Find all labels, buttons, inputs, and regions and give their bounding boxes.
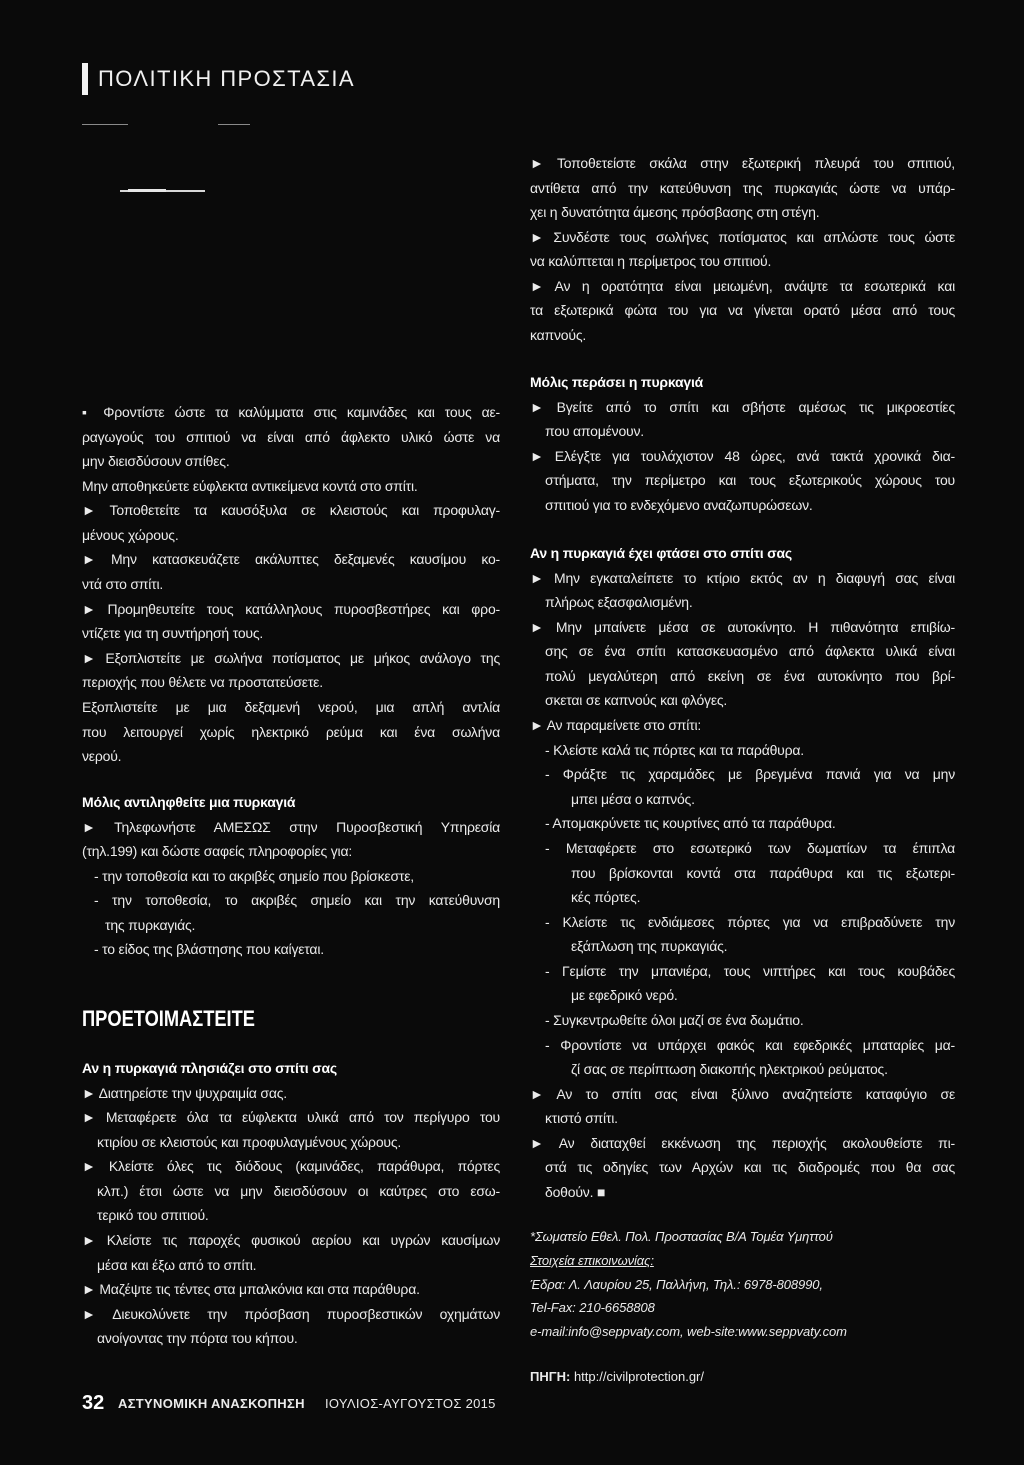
section-title: ΠΟΛΙΤΙΚΗ ΠΡΟΣΤΑΣΙΑ bbox=[98, 66, 355, 91]
text-line: πλήρως εξασφαλισμένη. bbox=[545, 594, 693, 611]
text-line: κτιρίου σε κλειστούς και προφυλαγμένους χώρους. bbox=[97, 1133, 402, 1150]
paragraph bbox=[82, 474, 500, 499]
section-heading: Μόλις αντιληφθείτε μια πυρκαγιά bbox=[82, 794, 296, 810]
text-line: ντίζετε για τη συντήρησή τους. bbox=[82, 625, 264, 642]
text-line: ► Συνδέστε τους σωλήνες ποτίσματος και απλώστε τους ώστε bbox=[530, 228, 955, 245]
page-footer bbox=[82, 1391, 502, 1415]
text-line: ► Βγείτε από το σπίτι και σβήστε αμέσως τις μικροεστίες bbox=[530, 398, 955, 415]
page-number: 32 bbox=[82, 1392, 105, 1414]
section-heading: Αν η πυρκαγιά πλησιάζει στο σπίτι σας bbox=[82, 1060, 337, 1076]
bullet-item bbox=[530, 566, 955, 615]
footnote-line: Tel-Fax: 210-6658808 bbox=[530, 1300, 655, 1316]
text-line: ► Τοποθετείτε τα καυσόξυλα σε κλειστούς και προφυλαγ- bbox=[82, 502, 500, 519]
sub-list-item bbox=[530, 1008, 955, 1033]
bullet-item bbox=[530, 274, 955, 348]
text-line: που λειτουργεί χωρίς ηλεκτρικό ρεύμα και ένα σωλήνα bbox=[82, 723, 500, 740]
after-fire-section bbox=[530, 370, 955, 517]
text-line: ► Μαζέψτε τις τέντες στα μπαλκόνια και στα παράθυρα. bbox=[82, 1281, 420, 1298]
bullet-item bbox=[82, 1105, 500, 1154]
fire-approaching-section bbox=[82, 1056, 500, 1351]
bullet-item bbox=[82, 646, 500, 695]
bullet-item bbox=[82, 1277, 500, 1302]
bullet-item bbox=[530, 615, 955, 713]
bullet-item bbox=[530, 1082, 955, 1131]
text-line: ► Μεταφέρετε όλα τα εύφλεκτα υλικά από τον περίγυρο του bbox=[82, 1109, 500, 1126]
text-line: με εφεδρικό νερό. bbox=[571, 987, 678, 1004]
text-line: Εξοπλιστείτε με μια δεξαμενή νερού, μια απλή αντλία bbox=[82, 698, 500, 715]
text-line: αντίθετα από την κατεύθυνση της πυρκαγιάς ώστε να υπάρ- bbox=[530, 179, 955, 196]
text-line: εξάπλωση της πυρκαγιάς. bbox=[571, 938, 728, 955]
text-line: ► Τοποθετείστε σκάλα στην εξωτερική πλευρά του σπιτιού, bbox=[530, 155, 955, 171]
text-line: ► Αν διαταχθεί εκκένωση της περιοχής ακολουθείστε πι- bbox=[530, 1134, 955, 1151]
text-line: ζί σας σε περίπτωση διακοπής ηλεκτρικού ρεύματος. bbox=[571, 1061, 888, 1078]
text-line: που βρίσκονται κοντά στα παράθυρα και τις εξωτερι- bbox=[571, 864, 955, 881]
text-line: κές πόρτες. bbox=[571, 889, 641, 906]
issue-date: ΙΟΥΛΙΟΣ-ΑΥΓΟΥΣΤΟΣ 2015 bbox=[325, 1396, 496, 1411]
bullet-item bbox=[530, 151, 955, 225]
text-line: να καλύπτεται η περίμετρος του σπιτιού. bbox=[530, 253, 772, 270]
prevention-tips bbox=[82, 400, 500, 769]
text-line: μέσα και έξω από το σπίτι. bbox=[97, 1256, 257, 1273]
sub-list-item bbox=[530, 762, 955, 811]
text-line: ► Μην κατασκευάζετε ακάλυπτες δεξαμενές καυσίμου κο- bbox=[82, 551, 500, 568]
bullet-item bbox=[82, 597, 500, 646]
text-line: ► Κλείστε όλες τις διόδους (καμινάδες, παράθυρα, πόρτες bbox=[82, 1158, 500, 1175]
text-line: στήματα, την περίμετρο και τους εξωτερικούς χώρους του bbox=[545, 472, 955, 489]
text-line: περιοχής που θέλετε να προστατεύσετε. bbox=[82, 674, 323, 691]
section-heading: Αν η πυρκαγιά έχει φτάσει στο σπίτι σας bbox=[530, 545, 793, 561]
bullet-item bbox=[82, 1154, 500, 1228]
text-line: (τηλ.199) και δώστε σαφείς πληροφορίες για: bbox=[82, 843, 353, 860]
text-line: καπνούς. bbox=[530, 327, 587, 344]
text-line: στά τις οδηγίες των Αρχών και τις διαδρομές που θα σας bbox=[545, 1159, 955, 1176]
footnote-line: Στοιχεία επικοινωνίας: bbox=[530, 1252, 654, 1268]
text-line: ► Ελέγξτε για τουλάχιστον 48 ώρες, ανά τακτά χρονικά δια- bbox=[530, 447, 955, 464]
text-line: ντά στο σπίτι. bbox=[82, 576, 164, 593]
text-line: κλπ.) έτσι ώστε να μην διεισδύσουν οι καύτρες στο εσω- bbox=[97, 1182, 500, 1199]
bullet-item bbox=[82, 1081, 500, 1106]
text-line: ► Μην εγκαταλείπετε το κτίριο εκτός αν η διαφυγή σας είναι bbox=[530, 569, 955, 586]
bullet-item bbox=[530, 444, 955, 518]
sub-list-item bbox=[530, 1033, 955, 1082]
text-line: ► Διευκολύνετε την πρόσβαση πυροσβεστικών οχημάτων bbox=[82, 1305, 500, 1322]
text-line: - την τοποθεσία και το ακριβές σημείο που βρίσκεστε, bbox=[94, 867, 414, 884]
text-line: κτιστό σπίτι. bbox=[545, 1110, 618, 1127]
source-credit bbox=[530, 1365, 704, 1389]
text-line: δοθούν. ■ bbox=[545, 1184, 606, 1201]
text-line: ► Εξοπλιστείτε με σωλήνα ποτίσματος με μήκος ανάλογο της bbox=[82, 649, 500, 666]
text-line: πολύ μεγαλύτερη από εκείνη σε ένα αυτοκίνητο που βρί- bbox=[545, 667, 955, 684]
sub-list-item bbox=[530, 910, 955, 959]
text-line: μπει μέσα ο καπνός. bbox=[571, 790, 695, 807]
continued-tips bbox=[530, 151, 955, 348]
footnote-line: Έδρα: Λ. Λαυρίου 25, Παλλήνη, Τηλ.: 6978-808990, bbox=[530, 1276, 823, 1292]
divider bbox=[128, 189, 166, 192]
bullet-item bbox=[82, 400, 500, 474]
footnote-line: e-mail:info@seppvaty.com, web-site:www.seppvaty.com bbox=[530, 1324, 847, 1340]
bullet-item bbox=[530, 713, 955, 738]
section-heading: Μόλις περάσει η πυρκαγιά bbox=[530, 374, 704, 390]
publication-name: ΑΣΤΥΝΟΜΙΚΗ ΑΝΑΣΚΟΠΗΣΗ bbox=[118, 1396, 305, 1411]
text-line: - Συγκεντρωθείτε όλοι μαζί σε ένα δωμάτιο. bbox=[545, 1011, 804, 1028]
text-line: ► Αν το σπίτι σας είναι ξύλινο αναζητείστε καταφύγιο σε bbox=[530, 1085, 955, 1102]
sub-list-item bbox=[82, 888, 500, 937]
sub-list-item bbox=[530, 836, 955, 910]
divider bbox=[218, 124, 250, 125]
text-line: - Γεμίστε την μπανιέρα, τους νιπτήρες και τους κουβάδες bbox=[545, 962, 955, 979]
title-accent-bar bbox=[82, 63, 88, 95]
text-line: - Απομακρύνετε τις κουρτίνες από τα παράθυρα. bbox=[545, 815, 836, 832]
text-line: ► Αν η ορατότητα είναι μειωμένη, ανάψτε τα εσωτερικά και bbox=[530, 277, 955, 294]
text-line: σκεται σε καπνούς και φλόγες. bbox=[545, 692, 728, 709]
source-label: ΠΗΓΗ: bbox=[530, 1369, 571, 1384]
text-line: σπιτιού για το ενδεχόμενο αναζωπυρώσεων. bbox=[545, 496, 813, 513]
text-line: τα εξωτερικά φώτα του για να γίνεται ορατό μέσα από τους bbox=[530, 302, 955, 319]
divider bbox=[82, 124, 128, 125]
source-url: http://civilprotection.gr/ bbox=[573, 1369, 704, 1384]
text-line: τερικό του σπιτιού. bbox=[97, 1207, 209, 1224]
prepare-title: ΠΡΟΕΤΟΙΜΑΣΤΕΙΤΕ bbox=[82, 1006, 255, 1031]
when-detected-section bbox=[82, 790, 500, 962]
fire-reached-home-section bbox=[530, 541, 955, 1205]
bullet-item bbox=[82, 815, 500, 864]
text-line: ► Προμηθευτείτε τους κατάλληλους πυροσβεστήρες και φρο- bbox=[82, 600, 500, 617]
bullet-item bbox=[530, 395, 955, 444]
text-line: - Φράξτε τις χαραμάδες με βρεγμένα πανιά για να μην bbox=[545, 766, 955, 783]
text-line: της πυρκαγιάς. bbox=[105, 916, 196, 933]
footnote-line: *Σωματείο Εθελ. Πολ. Προστασίας Β/Α Τομέα Υμηττού bbox=[530, 1229, 833, 1244]
text-line: - Κλείστε καλά τις πόρτες και τα παράθυρα. bbox=[545, 741, 804, 758]
sub-list-item bbox=[530, 738, 955, 763]
text-line: ανοίγοντας την πόρτα του κήπου. bbox=[97, 1330, 298, 1347]
text-line: μένους χώρους. bbox=[82, 526, 179, 543]
text-line: νερού. bbox=[82, 748, 122, 765]
sub-list-item bbox=[82, 864, 500, 889]
bullet-item bbox=[530, 1131, 955, 1205]
text-line: ραγωγούς του σπιτιού να είναι από άφλεκτο υλικό ώστε να bbox=[82, 428, 500, 445]
text-line: Μην αποθηκεύετε εύφλεκτα αντικείμενα κοντά στο σπίτι. bbox=[82, 477, 418, 494]
text-line: - την τοποθεσία, το ακριβές σημείο και την κατεύθυνση bbox=[94, 892, 500, 909]
sub-list-item bbox=[530, 811, 955, 836]
text-line: - Μεταφέρετε στο εσωτερικό των δωματίων τα έπιπλα bbox=[545, 839, 955, 856]
text-line: - Κλείστε τις ενδιάμεσες πόρτες για να επιβραδύνετε την bbox=[545, 913, 955, 930]
footnote bbox=[530, 1225, 955, 1344]
bullet-item bbox=[82, 547, 500, 596]
sub-list-item bbox=[530, 959, 955, 1008]
text-line: - το είδος της βλάστησης που καίγεται. bbox=[94, 941, 324, 958]
bullet-item bbox=[82, 1228, 500, 1277]
text-line: ▪ Φροντίστε ώστε τα καλύμματα στις καμινάδες και τους αε- bbox=[82, 404, 500, 420]
bullet-item bbox=[530, 225, 955, 274]
text-line: ► Μην μπαίνετε μέσα σε αυτοκίνητο. Η πιθανότητα επιβίω- bbox=[530, 618, 955, 635]
text-line: - Φροντίστε να υπάρχει φακός και εφεδρικές μπαταρίες μα- bbox=[545, 1036, 955, 1053]
sub-list-item bbox=[82, 937, 500, 962]
text-line: που απομένουν. bbox=[545, 423, 644, 440]
text-line: χει η δυνατότητα άμεσης πρόσβασης στη στέγη. bbox=[530, 204, 820, 221]
text-line: μην διεισδύσουν σπίθες. bbox=[82, 453, 230, 470]
text-line: ► Τηλεφωνήστε ΑΜΕΣΩΣ στην Πυροσβεστική Υπηρεσία bbox=[82, 818, 500, 835]
text-line: ► Κλείστε τις παροχές φυσικού αερίου και υγρών καυσίμων bbox=[82, 1232, 500, 1249]
paragraph bbox=[82, 695, 500, 769]
text-line: ► Διατηρείστε την ψυχραιμία σας. bbox=[82, 1084, 287, 1101]
bullet-item bbox=[82, 498, 500, 547]
bullet-item bbox=[82, 1302, 500, 1351]
text-line: σης σε ένα σπίτι κατασκευασμένο από άφλεκτα υλικά είναι bbox=[545, 643, 955, 660]
text-line: ► Αν παραμείνετε στο σπίτι: bbox=[530, 717, 702, 734]
